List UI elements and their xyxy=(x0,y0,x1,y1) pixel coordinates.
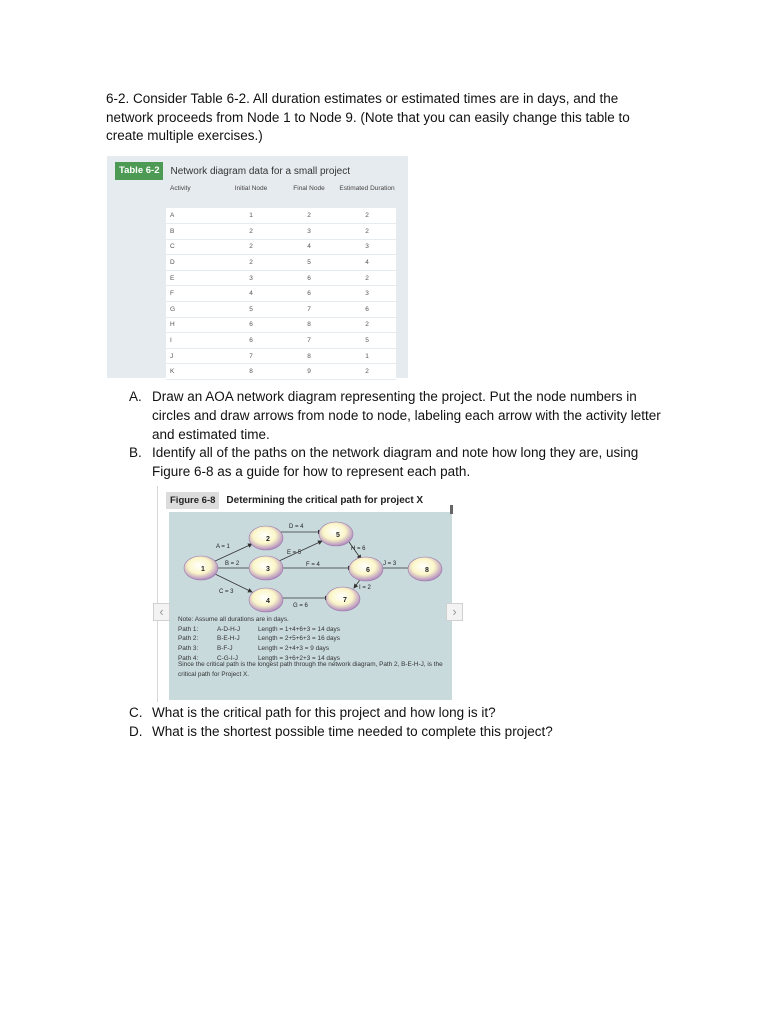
edge-label: J = 3 xyxy=(383,561,397,567)
table-cell: 6 xyxy=(338,302,396,318)
table-cell: K xyxy=(166,364,222,380)
table-cell: 1 xyxy=(222,208,280,224)
table-cell: 4 xyxy=(280,239,338,255)
edge-label: G = 6 xyxy=(293,603,308,609)
table-cell: A xyxy=(166,208,222,224)
node-label: 6 xyxy=(366,567,370,574)
table-cell: C xyxy=(166,239,222,255)
table-cell: 2 xyxy=(222,239,280,255)
table-cell: 8 xyxy=(280,317,338,333)
table-header xyxy=(115,162,350,180)
path-sequence: B-E-H-J xyxy=(217,635,240,643)
node-label: 3 xyxy=(266,566,270,573)
path-length: Length = 2+4+3 = 9 days xyxy=(258,645,330,653)
question-text: Draw an AOA network diagram representing the project. Put the node numbers in circles and draw arrows from node to node, labeling each arrow with the activity letter and estimated time. xyxy=(152,389,661,442)
edge-label: A = 1 xyxy=(216,544,230,550)
question-item xyxy=(129,704,669,723)
table-row xyxy=(166,348,396,364)
node-3 xyxy=(249,556,283,580)
node-label: 7 xyxy=(343,597,347,604)
table-cell: 2 xyxy=(222,224,280,240)
path-sequence: B-F-J xyxy=(217,645,233,653)
question-item xyxy=(129,723,669,742)
table-cell: D xyxy=(166,255,222,271)
path-name: Path 1: xyxy=(178,625,199,633)
table-cell: H xyxy=(166,317,222,333)
table-cell: E xyxy=(166,270,222,286)
table-cell: 9 xyxy=(280,364,338,380)
table-cell: 6 xyxy=(280,270,338,286)
figure-title: Determining the critical path for project X xyxy=(226,494,424,506)
path-row xyxy=(178,625,340,635)
table-cell: 5 xyxy=(338,333,396,349)
table-cell: 2 xyxy=(338,364,396,380)
table-cell: 2 xyxy=(338,224,396,240)
table-cell: 8 xyxy=(280,348,338,364)
edge-label: I = 2 xyxy=(359,585,371,591)
carousel-next-button[interactable]: › xyxy=(446,603,463,621)
path-length: Length = 1+4+6+3 = 14 days xyxy=(258,625,340,633)
path-name: Path 3: xyxy=(178,645,199,653)
table-cell: 7 xyxy=(280,333,338,349)
figure-notes xyxy=(178,615,340,664)
path-name: Path 2: xyxy=(178,635,199,643)
table-row xyxy=(166,224,396,240)
table-cell: 5 xyxy=(280,255,338,271)
node-label: 4 xyxy=(266,598,270,605)
path-sequence: C-G-I-J xyxy=(217,654,238,662)
path-name: Path 4: xyxy=(178,654,199,662)
question-text: What is the shortest possible time needed to complete this project? xyxy=(152,723,553,739)
figure-note: Note: Assume all durations are in days. xyxy=(178,616,289,623)
table-cell: J xyxy=(166,348,222,364)
node-2 xyxy=(249,526,283,550)
table-cell: 6 xyxy=(222,333,280,349)
table-cell: 4 xyxy=(222,286,280,302)
table-row xyxy=(166,255,396,271)
table-row xyxy=(166,239,396,255)
figure-header xyxy=(166,491,423,509)
table-cell: 3 xyxy=(338,239,396,255)
table-cell: B xyxy=(166,224,222,240)
path-length: Length = 3+6+2+3 = 14 days xyxy=(258,654,340,662)
question-text: Identify all of the paths on the network diagram and note how long they are, using Figure 6-8 as a guide for how to represent each path. xyxy=(152,445,639,480)
table-row xyxy=(166,208,396,224)
table-cell: 3 xyxy=(338,286,396,302)
path-row xyxy=(178,634,340,644)
figure-tag: Figure 6-8 xyxy=(166,492,219,509)
question-item xyxy=(129,444,669,482)
edge-label: E = 5 xyxy=(287,550,302,556)
column-header: Final Node xyxy=(293,185,325,192)
node-label: 2 xyxy=(266,536,270,543)
table-cell: 2 xyxy=(338,208,396,224)
table-cell: 3 xyxy=(222,270,280,286)
node-label: 5 xyxy=(336,532,340,539)
node-4 xyxy=(249,588,283,612)
path-sequence: A-D-H-J xyxy=(217,625,241,633)
edge-label: B = 2 xyxy=(225,561,240,567)
table-cell: 2 xyxy=(338,317,396,333)
table-cell: 6 xyxy=(280,286,338,302)
exercise-intro: 6-2. Consider Table 6-2. All duration estimates or estimated times are in days, and the network proceeds from Node 1 to Node 9. (Note that you can easily change this table to create multiple exercises.) xyxy=(106,91,630,143)
table-cell: 2 xyxy=(222,255,280,271)
table-title: Network diagram data for a small project xyxy=(170,165,351,177)
question-list-ab xyxy=(129,388,669,482)
path-length: Length = 2+5+6+3 = 16 days xyxy=(258,635,340,643)
table-6-2-panel xyxy=(107,156,408,378)
table-cell: 6 xyxy=(222,317,280,333)
table-cell: I xyxy=(166,333,222,349)
table-row xyxy=(166,302,396,318)
table-header-row xyxy=(166,183,396,208)
table-cell: G xyxy=(166,302,222,318)
question-letter: A. xyxy=(129,389,142,404)
figure-summary: Since the critical path is the longest path through the network diagram, Path 2, B-E-H-J, is the critical path for Project X. xyxy=(178,661,443,678)
table-cell: F xyxy=(166,286,222,302)
carousel-prev-button[interactable]: ‹ xyxy=(153,603,170,621)
node-5 xyxy=(319,522,353,546)
column-header: Estimated Duration xyxy=(339,185,395,192)
column-header: Activity xyxy=(170,185,191,192)
node-8 xyxy=(408,557,442,581)
table-cell: 2 xyxy=(280,208,338,224)
table-cell: 7 xyxy=(222,348,280,364)
node-label: 8 xyxy=(425,567,429,574)
network-data-table xyxy=(166,183,396,380)
edge-label: C = 3 xyxy=(219,589,234,595)
table-cell: 8 xyxy=(222,364,280,380)
table-row xyxy=(166,286,396,302)
question-item xyxy=(129,388,669,444)
table-cell: 1 xyxy=(338,348,396,364)
node-1 xyxy=(184,556,218,580)
table-row xyxy=(166,364,396,380)
table-cell: 4 xyxy=(338,255,396,271)
table-tag: Table 6-2 xyxy=(115,162,163,180)
edge-label: H = 6 xyxy=(351,546,366,552)
question-letter: B. xyxy=(129,445,142,461)
node-6 xyxy=(349,557,383,581)
edge-label: D = 4 xyxy=(289,524,304,530)
question-letter: C. xyxy=(129,705,143,720)
table-cell: 5 xyxy=(222,302,280,318)
carousel-indicator xyxy=(450,505,453,514)
table-row xyxy=(166,270,396,286)
question-list-cd xyxy=(129,704,669,742)
table-cell: 7 xyxy=(280,302,338,318)
table-row xyxy=(166,333,396,349)
edge-label: F = 4 xyxy=(306,562,320,568)
column-header: Initial Node xyxy=(234,185,268,192)
path-row xyxy=(178,644,340,654)
node-7 xyxy=(326,587,360,611)
table-cell: 2 xyxy=(338,270,396,286)
table-cell: 3 xyxy=(280,224,338,240)
figure-6-8-panel xyxy=(157,486,454,702)
table-row xyxy=(166,317,396,333)
question-text: What is the critical path for this project and how long is it? xyxy=(152,705,496,720)
figure-body xyxy=(169,512,452,700)
question-letter: D. xyxy=(129,723,143,739)
node-label: 1 xyxy=(201,566,205,573)
